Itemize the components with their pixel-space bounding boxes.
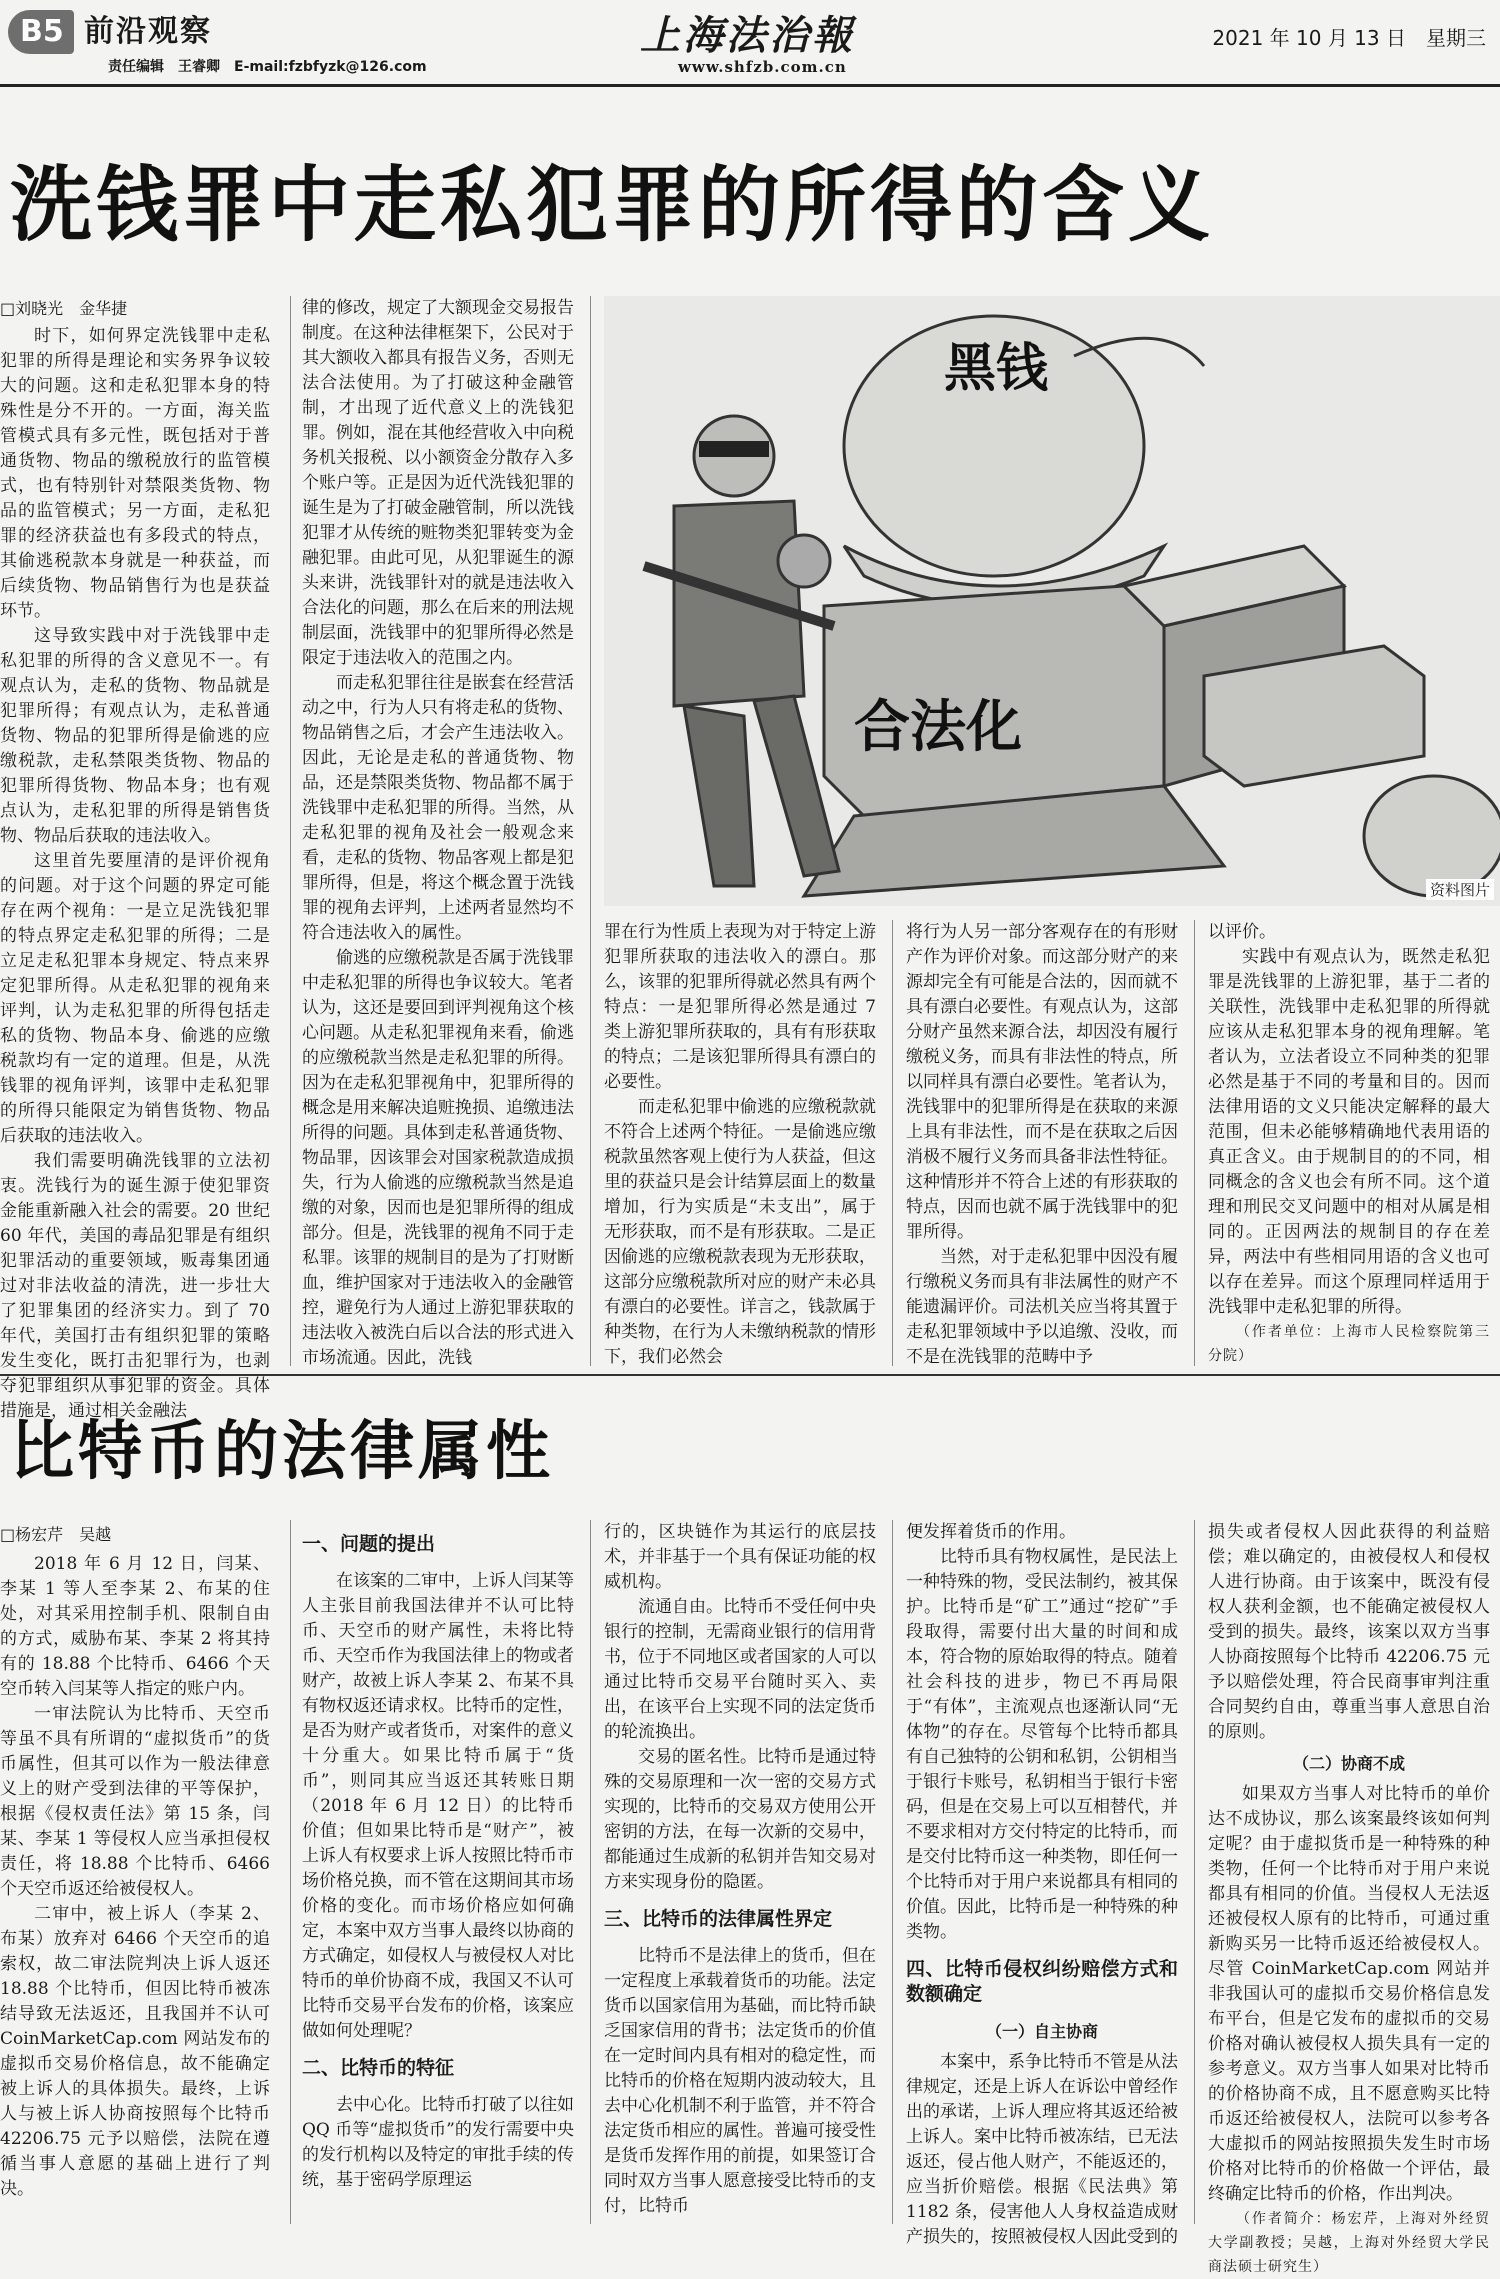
article-2-column-3 (604, 1520, 876, 2224)
editor-info: 责任编辑 王睿卿 E-mail:fzbfyzk@126.com (108, 59, 427, 75)
sub-subheading: （二）协商不成 (1292, 1754, 1405, 1773)
paragraph: 比特币不是法律上的货币，但在一定程度上承载着货币的功能。法定货币以国家信用为基础，而比特币缺乏国家信用的背书；法定货币的价值在一定时间内具有相对的稳定性，而比特币的价格在短期内波动较大，且去中心化机制不利于监管，并不符合法定货币相应的属性。普遍可接受性是货币发挥作用的前提，如果签订合同时双方当事人愿意接受比特币的支付，比特币 (604, 1946, 876, 2216)
paragraph: 行的，区块链作为其运行的底层技术，并非基于一个具有保证功能的权威机构。 (604, 1522, 876, 1592)
page-number-badge: B5 (8, 10, 74, 54)
article-1-column-4 (906, 920, 1178, 1367)
masthead-rule (0, 84, 1500, 87)
subheading: 一、问题的提出 (302, 1533, 436, 1555)
paragraph: 二审中，被上诉人（李某 2、布某）放弃对 6466 个天空币的追索权，故二审法院判决上诉人返还 18.88 个比特币，但因比特币被冻结导致无法返还，且我国并不认可 CoinMarketCap.com 网站发布的虚拟币交易价格信息，故不能确定被上诉人的具体损失。最终，上诉人与被上诉人协商按照每个比特币 42206.75 元予以赔偿，法院在遵循当事人意愿的基础上进行了判决。 (0, 1904, 270, 2199)
money-laundering-cartoon (604, 296, 1500, 906)
paragraph: 2018 年 6 月 12 日，闫某、李某 1 等人至李某 2、布某的住处，对其采用控制手机、限制自由的方式，威胁布某、李某 2 将其持有的 18.88 个比特币、6466 个天空币转入闫某等人指定的账户内。 (0, 1554, 270, 1699)
article-2-column-4 (906, 1520, 1178, 2247)
paragraph: 流通自由。比特币不受任何中央银行的控制，无需商业银行的信用背书，位于不同地区或者国家的人可以通过比特币交易平台随时买入、卖出，在该平台上实现不同的法定货币的轮流换出。 (604, 1597, 876, 1742)
paragraph: 一审法院认为比特币、天空币等虽不具有所谓的“虚拟货币”的货币属性，但其可以作为一般法律意义上的财产受到法律的平等保护，根据《侵权责任法》第 15 条，闫某、李某 1 等侵权人应当承担侵权责任，将 18.88 个比特币、6466 个天空币返还给被侵权人。 (0, 1704, 270, 1899)
subheading: 三、比特币的法律属性界定 (604, 1908, 833, 1930)
paragraph: 损失或者侵权人因此获得的利益赔偿；难以确定的，由被侵权人和侵权人进行协商。由于该案中，既没有侵权人获利金额，也不能确定被侵权人受到的损失。最终，该案以双方当事人协商按照每个比特币 42206.75 元予以赔偿处理，符合民商事审判注重合同契约自由，尊重当事人意思自治的原则。 (1208, 1522, 1490, 1742)
paragraph: 如果双方当事人对比特币的单价达不成协议，那么该案最终该如何判定呢？由于虚拟货币是一种特殊的种类物，任何一个比特币对于用户来说都具有相同的价值。当侵权人无法返还被侵权人原有的比特币，可通过重新购买另一比特币返还给被侵权人。尽管 CoinMarketCap.com 网站并非我国认可的虚拟币交易价格信息发布平台，但是它发布的虚拟币的交易价格对确认被侵权人损失具有一定的参考意义。双方当事人如果对比特币的价格协商不成，且不愿意购买比特币返还给被侵权人，法院可以参考各大虚拟币的网站按照损失发生时市场价格对比特币的价格做一个评估，最终确定比特币的价格，作出判决。 (1208, 1784, 1490, 2204)
column-divider (892, 920, 893, 1366)
author-note: （作者简介：杨宏芹，上海对外经贸大学副教授；吴越，上海对外经贸大学民商法硕士研究生） (1208, 2211, 1490, 2275)
column-divider (590, 1520, 591, 2224)
issue-date: 2021 年 10 月 13 日 星期三 (1212, 26, 1486, 50)
paragraph: 我们需要明确洗钱罪的立法初衷。洗钱行为的诞生源于使犯罪资金能重新融入社会的需要。20 世纪 60 年代，美国的毒品犯罪是有组织犯罪活动的重要领域，贩毒集团通过对非法收益的清洗，进一步壮大了犯罪集团的经济实力。到了 70 年代，美国打击有组织犯罪的策略发生变化，既打击犯罪行为，也剥夺犯罪组织从事犯罪的资金。具体措施是，通过相关金融法 (0, 1151, 270, 1421)
image-caption: 资料图片 (1426, 879, 1494, 900)
article-2-column-1 (0, 1552, 270, 2224)
article-1-column-3 (604, 920, 876, 1367)
column-divider (1194, 920, 1195, 1366)
section-name: 前沿观察 (84, 14, 212, 49)
article-2-headline: 比特币的法律属性 (10, 1415, 554, 1489)
subheading: 四、比特币侵权纠纷赔偿方式和数额确定 (906, 1958, 1178, 2005)
paragraph: 本案中，系争比特币不管是从法律规定，还是上诉人在诉讼中曾经作出的承诺，上诉人理应将其返还给被上诉人。案中比特币被冻结，已无法返还，侵占他人财产，不能返还的，应当折价赔偿。根据《民法典》第 1182 条，侵害他人人身权益造成财产损失的，按照被侵权人因此受到的 (906, 2052, 1178, 2247)
paragraph: 而走私犯罪中偷逃的应缴税款就不符合上述两个特征。一是偷逃应缴税款虽然客观上使行为人获益，但这里的获益只是会计结算层面上的数量增加，行为实质是“未支出”，属于无形获取，而不是有形获取。二是正因偷逃的应缴税款表现为无形获取，这部分应缴税款所对应的财产未必具有漂白的必要性。详言之，钱款属于种类物，在行为人未缴纳税款的情形下，我们必然会 (604, 1097, 876, 1367)
paragraph: 当然，对于走私犯罪中因没有履行缴税义务而具有非法属性的财产不能遗漏评价。司法机关应当将其置于走私犯罪领域中予以追缴、没收，而不是在洗钱罪的范畴中予 (906, 1247, 1178, 1367)
paragraph: 以评价。 (1208, 922, 1276, 942)
paragraph: 实践中有观点认为，既然走私犯罪是洗钱罪的上游犯罪，基于二者的关联性，洗钱罪中走私犯罪的所得就应该从走私犯罪本身的视角理解。笔者认为，立法者设立不同种类的犯罪必然是基于不同的考量和目的。因而法律用语的文义只能决定解释的最大范围，但未必能够精确地代表用语的真正含义。由于规制目的的不同，相同概念的含义也会有所不同。这个道理和刑民交叉问题中的相对从属是相同的。正因两法的规制目的存在差异，两法中有些相同用语的含义也可以存在差异。而这个原理同样适用于洗钱罪中走私犯罪的所得。 (1208, 947, 1490, 1317)
article-1-column-1 (0, 324, 270, 1421)
article-1-headline: 洗钱罪中走私犯罪的所得的含义 (10, 158, 1215, 253)
paragraph: 将行为人另一部分客观存在的有形财产作为评价对象。而这部分财产的来源却完全有可能是合法的，因而就不具有漂白必要性。有观点认为，这部分财产虽然来源合法，却因没有履行缴税义务，而具有非法性的特点，所以同样具有漂白必要性。笔者认为，洗钱罪中的犯罪所得是在获取的来源上具有非法性，而不是在获取之后因消极不履行义务而具备非法性特征。这种情形并不符合上述的有形获取的特点，因而也就不属于洗钱罪中的犯罪所得。 (906, 922, 1178, 1242)
article-2-column-5 (1208, 1520, 1490, 2275)
paragraph: 去中心化。比特币打破了以往如 QQ 币等“虚拟货币”的发行需要中央的发行机构以及特定的审批手续的传统，基于密码学原理运 (302, 2095, 574, 2190)
paragraph: 而走私犯罪往往是嵌套在经营活动之中，行为人只有将走私的货物、物品销售之后，才会产生违法收入。因此，无论是走私的普通货物、物品，还是禁限类货物、物品都不属于洗钱罪中走私犯罪的所得。当然，从走私犯罪的视角及社会一般观念来看，走私的货物、物品客观上都是犯罪所得，但是，将这个概念置于洗钱罪的视角去评判，上述两者显然均不符合违法收入的属性。 (302, 673, 574, 943)
article-2-byline: □杨宏芹 吴越 (0, 1525, 112, 1544)
newspaper-logo: 上海法治報 (640, 12, 855, 59)
article-1-illustration (604, 296, 1500, 906)
article-2-column-2 (302, 1520, 574, 2224)
paragraph: 时下，如何界定洗钱罪中走私犯罪的所得是理论和实务界争议较大的问题。这和走私犯罪本身的特殊性是分不开的。一方面，海关监管模式具有多元性，既包括对于普通货物、物品的缴税放行的监管模式，也有特别针对禁限类货物、物品的监管模式；另一方面，走私犯罪的经济获益也有多段式的特点，其偷逃税款本身就是一种获益，而后续货物、物品销售行为也是获益环节。 (0, 326, 270, 621)
paragraph: 偷逃的应缴税款是否属于洗钱罪中走私犯罪的所得也争议较大。笔者认为，这还是要回到评判视角这个核心问题。从走私犯罪视角来看，偷逃的应缴税款当然是走私犯罪的所得。因为在走私犯罪视角中，犯罪所得的概念是用来解决追赃挽损、追缴违法所得的问题。具体到走私普通货物、物品罪，因该罪会对国家税款造成损失，行为人偷逃的应缴税款当然是追缴的对象，因而也是犯罪所得的组成部分。但是，洗钱罪的视角不同于走私罪。该罪的规制目的是为了打财断血，维护国家对于违法收入的金融管控，避免行为人通过上游犯罪获取的违法收入被洗白后以合法的形式进入市场流通。因此，洗钱 (302, 948, 574, 1368)
column-divider (1194, 1520, 1195, 2224)
machine-label: 合法化 (854, 695, 1022, 760)
article-1-column-2 (302, 296, 574, 1368)
article-1-byline: □刘晓光 金华捷 (0, 299, 128, 318)
author-note: （作者单位：上海市人民检察院第三分院） (1208, 1324, 1490, 1364)
paragraph: 交易的匿名性。比特币是通过特殊的交易原理和一次一密的交易方式实现的，比特币的交易双方使用公开密钥的方法，在每一次新的交易中，都能通过生成新的私钥并告知交易对方来实现身份的隐匿。 (604, 1747, 876, 1892)
column-divider (892, 1520, 893, 2224)
paragraph: 这导致实践中对于洗钱罪中走私犯罪的所得的含义意见不一。有观点认为，走私的货物、物品就是犯罪所得；有观点认为，走私普通货物、物品的犯罪所得是偷逃的应缴税款，走私禁限类货物、物品的犯罪所得货物、物品本身；也有观点认为，走私犯罪的所得是销售货物、物品后获取的违法收入。 (0, 626, 270, 846)
column-divider (590, 296, 591, 1366)
subheading: 二、比特币的特征 (302, 2057, 455, 2079)
paragraph: 罪在行为性质上表现为对于特定上游犯罪所获取的违法收入的漂白。那么，该罪的犯罪所得就必然具有两个特点：一是犯罪所得必然是通过 7 类上游犯罪所获取的，具有有形获取的特点；二是该犯罪所得具有漂白的必要性。 (604, 922, 876, 1092)
column-divider (290, 1520, 291, 2224)
paragraph: 比特币具有物权属性，是民法上一种特殊的物，受民法制约，被其保护。比特币是“矿工”通过“挖矿”手段取得，需要付出大量的时间和成本，符合物的原始取得的特点。随着社会科技的进步，物已不再局限于“有体”，主流观点也逐渐认同“无体物”的存在。尽管每个比特币都具有自己独特的公钥和私钥，公钥相当于银行卡账号，私钥相当于银行卡密码，但是在交易上可以互相替代，并不要求相对方交付特定的比特币，而是交付比特币这一种类物，即任何一个比特币对于用户来说都具有相同的价值。因此，比特币是一种特殊的种类物。 (906, 1547, 1178, 1942)
paragraph: 便发挥着货币的作用。 (906, 1522, 1076, 1542)
paragraph: 律的修改，规定了大额现金交易报告制度。在这种法律框架下，公民对于其大额收入都具有报告义务，否则无法合法使用。为了打破这种金融管制，才出现了近代意义上的洗钱犯罪。例如，混在其他经营收入中向税务机关报税、以小额资金分散存入多个账户等。正是因为近代洗钱犯罪的诞生是为了打破金融管制，所以洗钱犯罪才从传统的赃物类犯罪转变为金融犯罪。由此可见，从犯罪诞生的源头来讲，洗钱罪针对的就是违法收入合法化的问题，那么在后来的刑法规制层面，洗钱罪中的犯罪所得必然是限定于违法收入的范围之内。 (302, 298, 574, 668)
section-divider (0, 1374, 1500, 1376)
sub-subheading: （一）自主协商 (985, 2022, 1098, 2041)
paragraph: 这里首先要厘清的是评价视角的问题。对于这个问题的界定可能存在两个视角：一是立足洗钱犯罪的特点界定走私犯罪的所得；二是立足走私犯罪本身规定、特点来界定犯罪所得。从走私犯罪的视角来评判，认为走私犯罪的所得包括走私的货物、物品本身、偷逃的应缴税款均有一定的道理。但是，从洗钱罪的视角评判，该罪中走私犯罪的所得只能限定为销售货物、物品后获取的违法收入。 (0, 851, 270, 1146)
bag-label: 黑钱 (944, 339, 1049, 399)
column-divider (290, 296, 291, 1366)
article-1-column-5 (1208, 920, 1490, 1364)
paragraph: 在该案的二审中，上诉人闫某等人主张目前我国法律并不认可比特币、天空币的财产属性，未将比特币、天空币作为我国法律上的物或者财产，故被上诉人李某 2、布某不具有物权返还请求权。比特币的定性，是否为财产或者货币，对案件的意义十分重大。如果比特币属于“货币”，则同其应当返还其转账日期（2018 年 6 月 12 日）的比特币价值；但如果比特币是“财产”，被上诉人有权要求上诉人按照比特币市场价格兑换，而不管在这期间其市场价格的变化。而市场价格应如何确定，本案中双方当事人最终以协商的方式确定，如侵权人与被侵权人对比特币的单价协商不成，我国又不认可比特币交易平台发布的价格，该案应做如何处理呢？ (302, 1571, 574, 2041)
newspaper-url: www.shfzb.com.cn (678, 58, 847, 76)
